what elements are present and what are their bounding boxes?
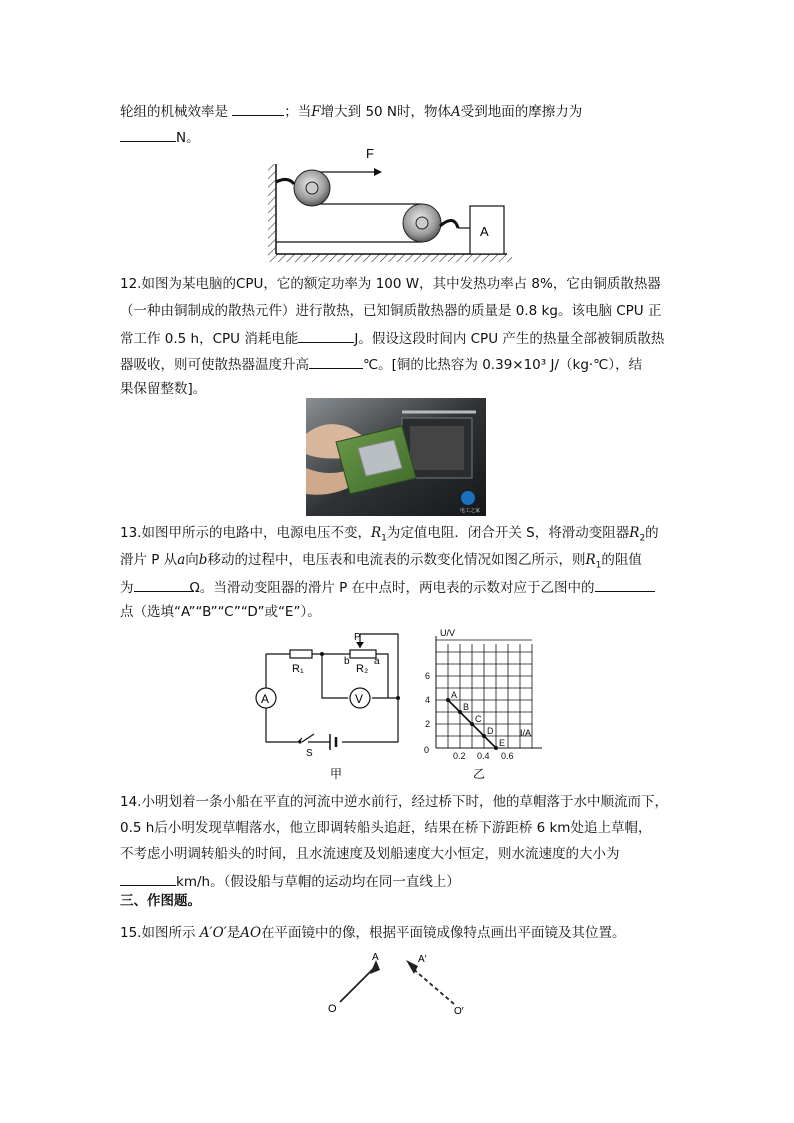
q14-line-3: 不考虑小明调转船头的时间，且水流速度及划船速度大小恒定，则水流速度的大小为 (120, 846, 620, 862)
data-point (494, 746, 498, 750)
label-R1: R₁ (292, 663, 304, 675)
symbol-R1: R (585, 552, 596, 568)
rheostat-R2 (350, 650, 376, 658)
subscript: 1 (381, 533, 387, 544)
voltmeter-label: V (355, 692, 364, 706)
point-label: D (487, 726, 494, 736)
section-heading: 三、作图题。 (120, 893, 201, 909)
subscript: 1 (595, 560, 602, 571)
q11-text: 受到地面的摩擦力为 (460, 104, 583, 120)
q15-text: 是 (226, 925, 241, 941)
ground-hatch (276, 254, 512, 262)
data-point (446, 698, 450, 702)
data-point (458, 710, 462, 714)
q13-text: 滑片 P 从 (120, 552, 178, 568)
caption-yi: 乙 (473, 767, 486, 781)
answer-blank[interactable] (309, 354, 363, 369)
q13-line-4: 点（选填“A”“B”“C”“D”或“E”）。 (120, 604, 321, 620)
wall-hatch (268, 164, 276, 262)
q11-line-2 (120, 127, 200, 147)
q13-text: 为定值电阻．闭合开关 S，将滑动变阻器 (386, 525, 630, 541)
label-A-prime: A′ (418, 954, 427, 965)
label-O: O (328, 1003, 337, 1015)
q11-text: 增大到 50 N时，物体 (320, 104, 452, 120)
q12-line-5: 果保留整数]。 (120, 381, 207, 397)
x-tick-label: 0.2 (453, 751, 466, 761)
q15-text: 15.如图所示 (120, 925, 200, 941)
label-A: A (480, 224, 489, 239)
q14-line-4 (120, 871, 460, 891)
q13-text: 13.如图甲所示的电路中，电源电压不变， (120, 525, 371, 541)
q14-line-2: 0.5 h后小明发现草帽落水，他立即调转船头追赶，结果在桥下游距桥 6 km处追上草帽， (120, 820, 652, 836)
circuit-figure (246, 626, 416, 786)
label-a: a (374, 656, 380, 667)
label-P: P (354, 632, 361, 643)
image-symbol: A′O′ (199, 925, 227, 941)
q13-text: 的 (645, 525, 659, 541)
resistor-R1 (290, 650, 312, 658)
origin-label: 0 (424, 745, 430, 755)
ammeter-label: A (261, 692, 270, 706)
pulley-figure (262, 142, 512, 268)
answer-blank[interactable] (120, 127, 176, 142)
y-axis-label: U/V (440, 628, 456, 638)
mirror-figure (318, 948, 478, 1018)
q12-line-3 (120, 328, 664, 348)
q13-line-1 (120, 524, 659, 548)
q11-text: ；当 (284, 104, 312, 120)
subscript: 2 (639, 533, 646, 544)
q13-line-2 (120, 551, 642, 575)
q15-text: 在平面镜中的像，根据平面镜成像特点画出平面镜及其位置。 (261, 925, 626, 941)
q12-text: J。假设这段时间内 CPU 产生的热量全部被铜质散热 (354, 331, 665, 347)
q11-line-1 (120, 101, 582, 121)
symbol-R2: R (629, 525, 640, 541)
label-A: A (372, 952, 379, 963)
y-tick-label: 2 (425, 719, 431, 729)
q11-text: N。 (176, 130, 200, 146)
q12-line-1: 12.如图为某电脑的CPU，它的额定功率为 100 W，其中发热功率占 8%，它由铜质散热器 (120, 276, 661, 292)
point-label: B (463, 702, 470, 712)
q12-text: 常工作 0.5 h，CPU 消耗电能 (120, 331, 299, 347)
object-symbol: A (451, 104, 461, 120)
symbol-a: a (177, 552, 186, 568)
answer-blank[interactable] (120, 871, 176, 886)
answer-blank[interactable] (232, 101, 284, 116)
point-label: A (451, 690, 458, 700)
q13-text: 的阻值 (601, 552, 642, 568)
q14-text: km/h。（假设船与草帽的运动均在同一直线上） (176, 874, 460, 890)
answer-blank[interactable] (595, 577, 655, 592)
q12-line-4 (120, 354, 642, 374)
label-O-prime: O′ (454, 1006, 464, 1017)
symbol-b: b (198, 552, 208, 568)
x-tick-label: 0.6 (501, 751, 514, 761)
point-label: E (499, 738, 506, 748)
y-tick-label: 4 (425, 695, 431, 705)
q13-text: 向 (185, 552, 199, 568)
q12-line-2: （一种由铜制成的散热元件）进行散热，已知铜质散热器的质量是 0.8 kg。该电脑 CPU 正 (120, 303, 662, 319)
q13-line-3 (120, 577, 655, 597)
symbol-R1: R (370, 525, 382, 541)
label-F: F (366, 146, 374, 161)
x-tick-label: 0.4 (477, 751, 490, 761)
answer-blank[interactable] (298, 328, 354, 343)
data-point (470, 722, 474, 726)
q14-line-1: 14.小明划着一条小船在平直的河流中逆水前行，经过桥下时，他的草帽落于水中顺流而下， (120, 794, 668, 810)
caption-jia: 甲 (330, 767, 343, 781)
logo-text: 电工之家 (460, 508, 481, 514)
y-tick-label: 6 (425, 671, 431, 681)
label-b: b (344, 656, 350, 667)
point-label: C (475, 714, 482, 724)
data-point (482, 734, 486, 738)
force-symbol: F (311, 104, 321, 120)
q13-text: 为 (120, 580, 134, 596)
cpu-photo (306, 398, 486, 516)
answer-blank[interactable] (134, 577, 190, 592)
label-S: S (306, 748, 313, 759)
logo-icon (461, 491, 475, 505)
q12-text: 器吸收，则可使散热器温度升高 (120, 357, 309, 373)
label-R2: R₂ (356, 663, 369, 675)
q13-text: 移动的过程中，电压表和电流表的示数变化情况如图乙所示，则 (207, 552, 586, 568)
q13-text: Ω。当滑动变阻器的滑片 P 在中点时，两电表的示数对应于乙图中的 (189, 580, 595, 596)
object-symbol: AO (240, 925, 262, 941)
x-axis-label: I/A (520, 728, 532, 738)
q11-text: 轮组的机械效率是 (120, 104, 233, 120)
q12-text: ℃。[铜的比热容为 0.39×10³ J/（kg·℃），结 (363, 357, 643, 373)
ui-graph (418, 622, 542, 784)
q15-line-1 (120, 924, 626, 942)
